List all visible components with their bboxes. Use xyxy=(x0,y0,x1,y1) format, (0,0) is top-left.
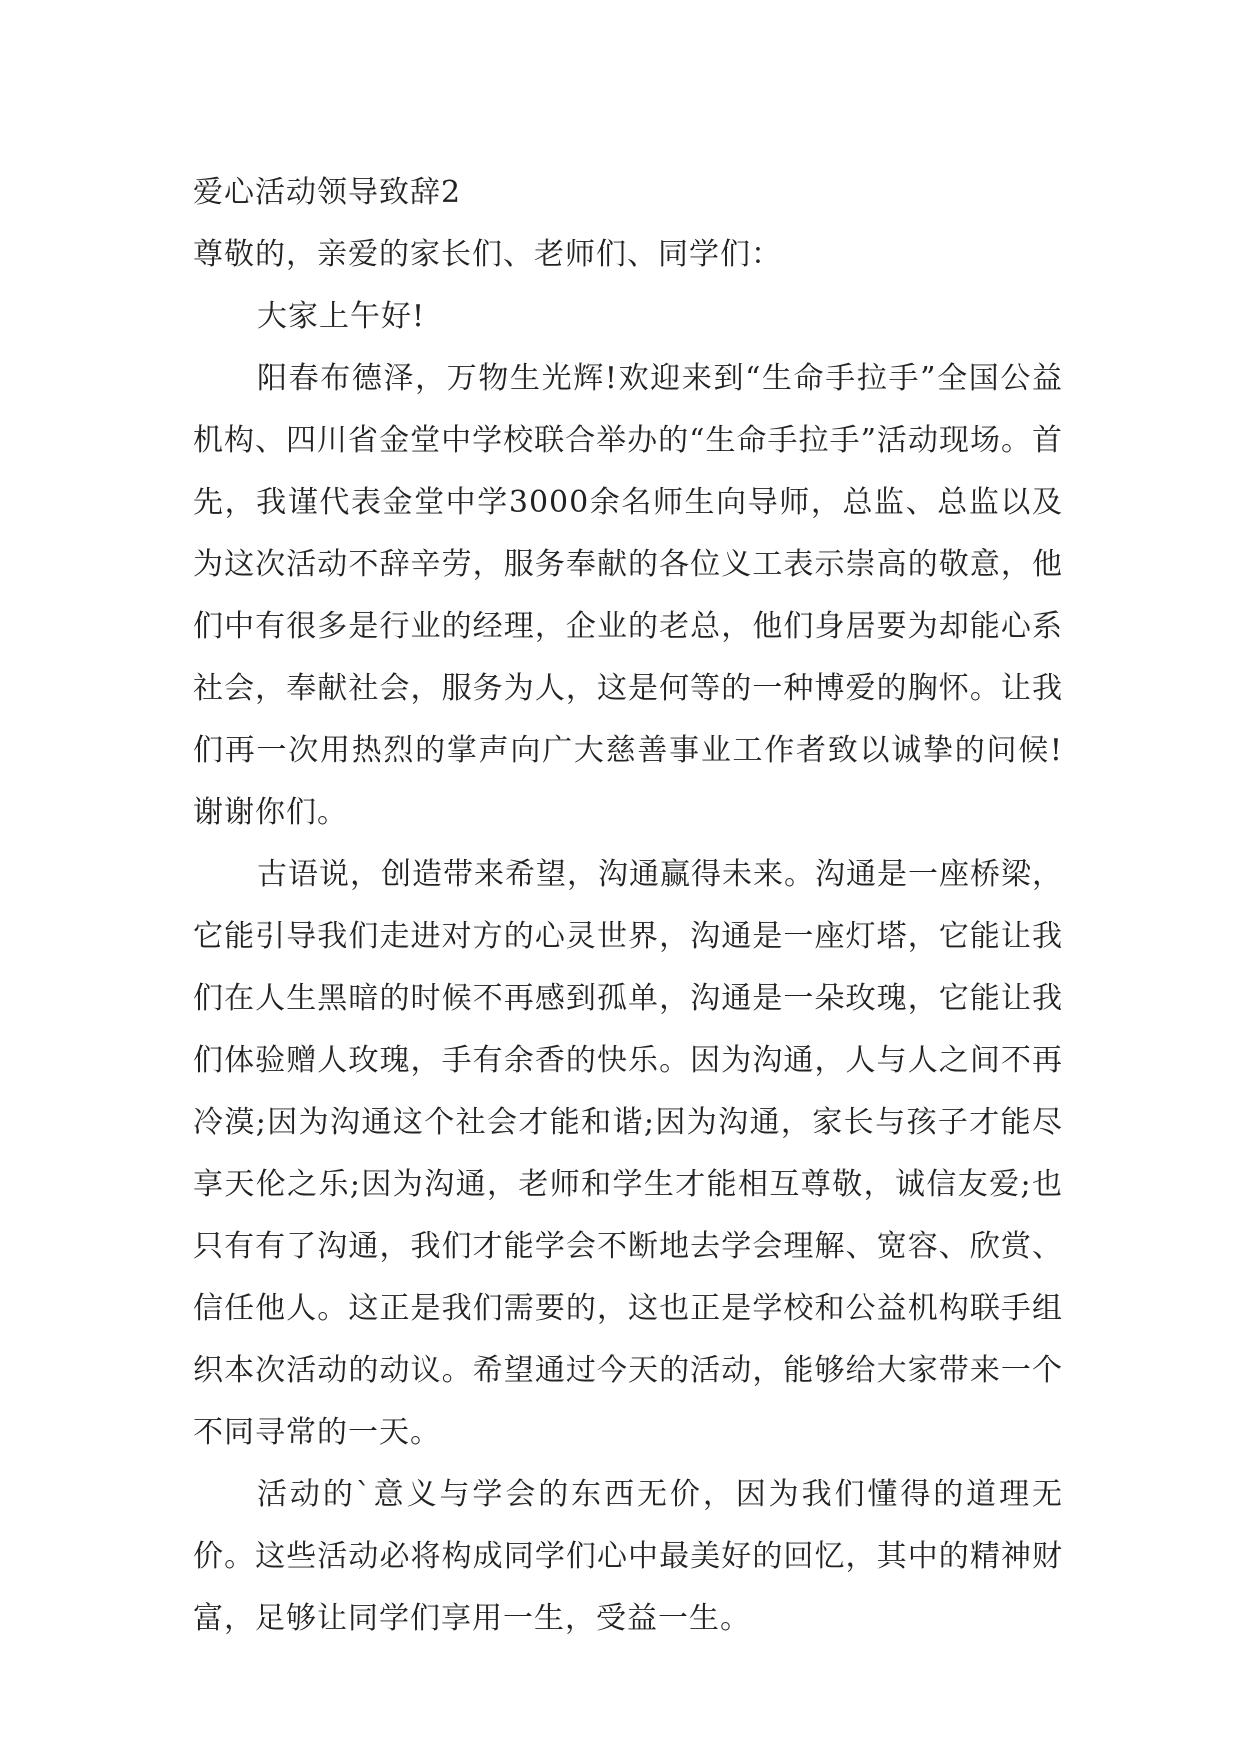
paragraph-communication: 古语说，创造带来希望，沟通赢得未来。沟通是一座桥梁，它能引导我们走进对方的心灵世界，沟通是一座灯塔，它能让我们在人生黑暗的时候不再感到孤单，沟通是一朵玫瑰，它能让我们体验赠人玫瑰，手有余香的快乐。因为沟通，人与人之间不再冷漠;因为沟通这个社会才能和谐;因为沟通，家长与孩子才能尽享天伦之乐;因为沟通，老师和学生才能相互尊敬，诚信友爱;也只有有了沟通，我们才能学会不断地去学会理解、宽容、欣赏、信任他人。这正是我们需要的，这也正是学校和公益机构联手组织本次活动的动议。希望通过今天的活动，能够给大家带来一个不同寻常的一天。 xyxy=(193,857,1063,1450)
paragraph-welcome: 阳春布德泽，万物生光辉!欢迎来到“生命手拉手”全国公益机构、四川省金堂中学校联合举办的“生命手拉手”活动现场。首先，我谨代表金堂中学3000余名师生向导师，总监、总监以及为这次活动不辞辛劳，服务奉献的各位义工表示崇高的敬意，他们中有很多是行业的经理，企业的老总，他们身居要为却能心系社会，奉献社会，服务为人，这是何等的一种博爱的胸怀。让我们再一次用热烈的掌声向广大慈善事业工作者致以诚挚的问候!谢谢你们。 xyxy=(193,361,1063,830)
paragraph-greeting: 大家上午好! xyxy=(257,299,426,334)
paragraph-value: 活动的`意义与学会的东西无价，因为我们懂得的道理无价。这些活动必将构成同学们心中最美好的回忆，其中的精神财富，足够让同学们享用一生，受益一生。 xyxy=(193,1477,1063,1636)
salutation: 尊敬的，亲爱的家长们、老师们、同学们： xyxy=(193,237,782,272)
document-title: 爱心活动领导致辞2 xyxy=(193,175,462,210)
document-body xyxy=(193,162,1063,1650)
